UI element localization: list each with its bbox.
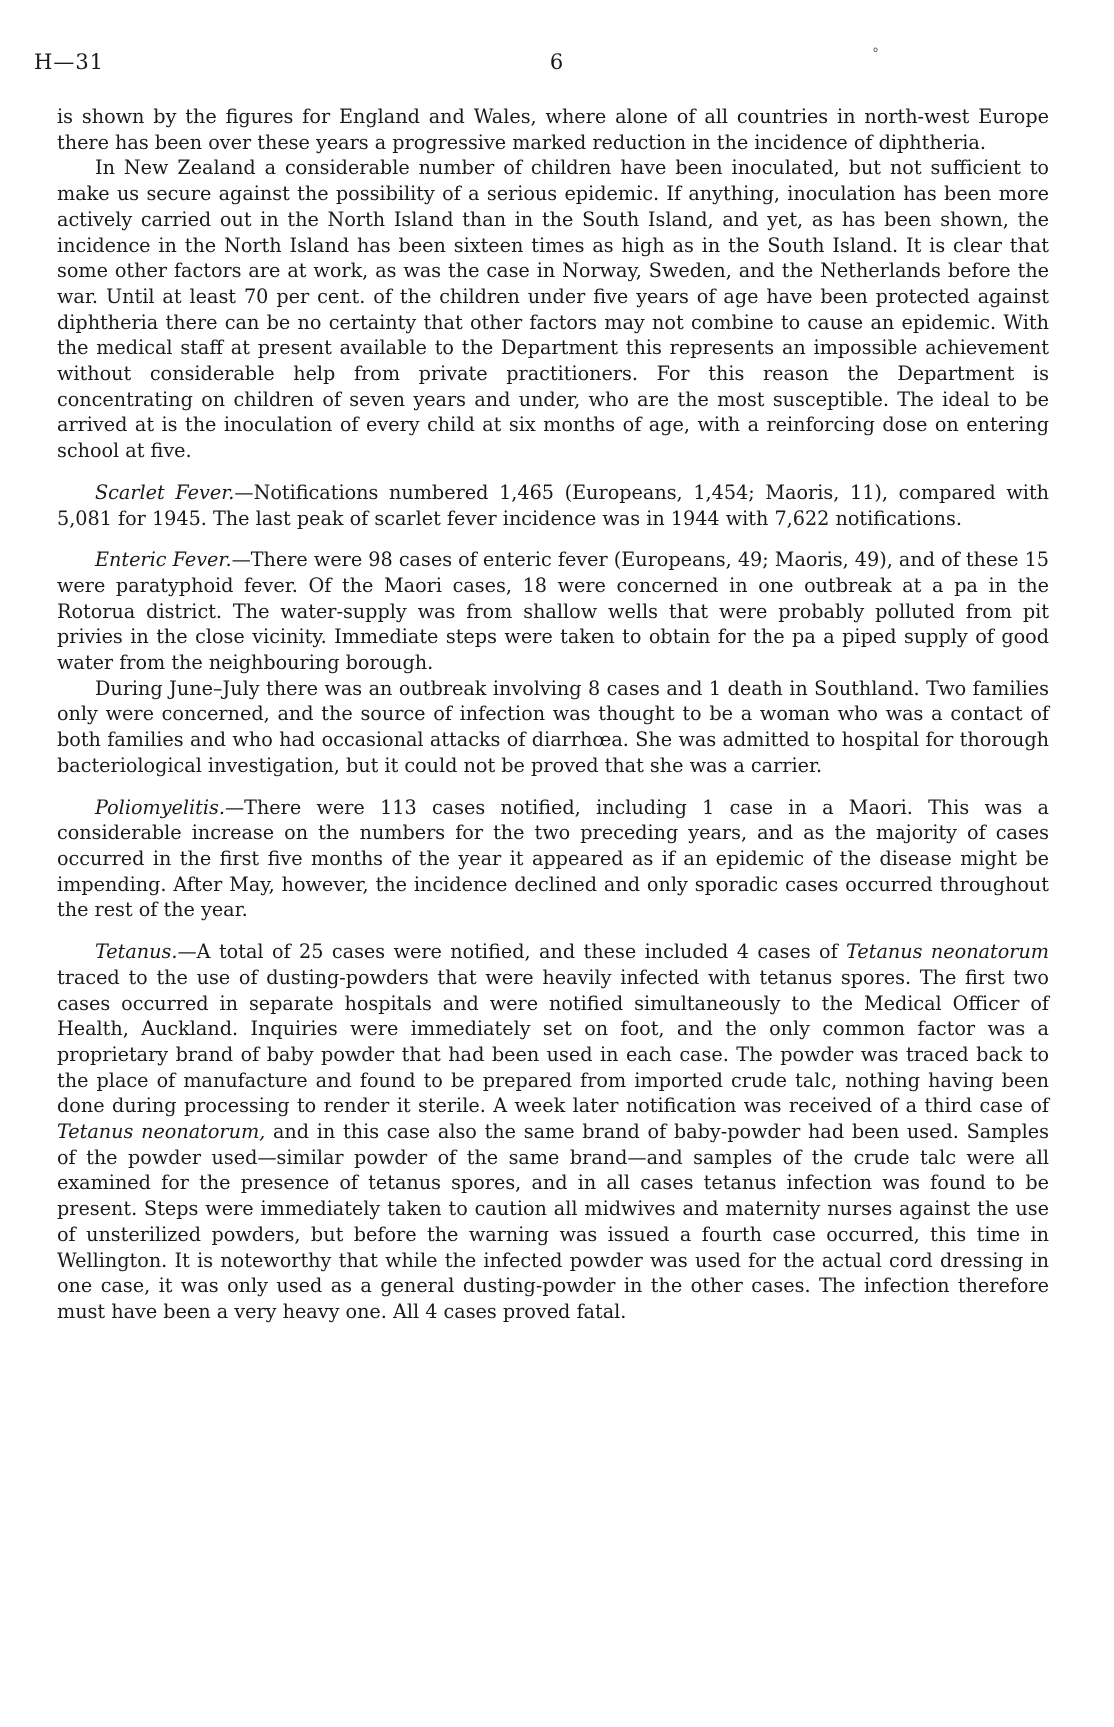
paragraph-enteric-fever: [57, 547, 1049, 676]
paragraph-poliomyelitis: [57, 795, 1049, 924]
paragraph-text: traced to the use of dusting-powders that were heavily infected with tetanus spores. The first two cases occurred in separate hospitals and were notified simultaneously to the Medical Officer of Health, Auckland. Inquiries were immediately set on foot, and the only common factor was a proprietary brand of baby powder that had been used in each case. The powder was traced back to the place of manufacture and found to be prepared from imported crude talc, nothing having been done during processing to render it sterile. A week later notification was received of a third case of: [57, 965, 1049, 1118]
report-reference: H—31: [34, 50, 105, 74]
page-number: 6: [549, 50, 565, 74]
paragraph-text: —A total of 25 cases were notified, and these included 4 cases of: [177, 940, 847, 964]
section-heading-scarlet-fever: Scarlet Fever.: [95, 480, 235, 504]
paragraph-text: —There were 113 cases notified, including 1 case in a Maori. This was a considerable increase on the numbers for the two preceding years, and as the majority of cases occurred in the first five months of the year it appeared as if an epidemic of the disease might be impending. After May, however, the incidence declined and only sporadic cases occurred throughout the rest of the year.: [57, 795, 1049, 922]
paragraph-scarlet-fever: [57, 480, 1049, 531]
page-header: [34, 46, 1080, 80]
paragraph-southland-outbreak: During June–July there was an outbreak involving 8 cases and 1 death in Southland. Two families only were concerned, and the source of infection was thought to be a woman who was a contact of both families and who had occasional attacks of diarrhœa. She was admitted to hospital for thorough bacteriological investigation, but it could not be proved that she was a carrier.: [57, 676, 1049, 777]
paragraph-text: —There were 98 cases of enteric fever (Europeans, 49; Maoris, 49), and of these 15 were paratyphoid fever. Of the Maori cases, 18 were concerned in one outbreak at a pa in the Rotorua district. The water-supply was from shallow wells that were probably polluted from pit privies in the close vicinity. Immediate steps were taken to obtain for the pa a piped supply of good water from the neighbouring borough.: [57, 548, 1049, 675]
paragraph-diphtheria-continued: is shown by the figures for England and Wales, where alone of all countries in north-west Europe there has been over these years a progressive marked reduction in the incidence of diphtheria.: [57, 105, 1049, 154]
section-heading-enteric-fever: Enteric Fever.: [95, 548, 232, 572]
paragraph-tetanus: [57, 939, 1049, 1325]
stray-mark: °: [872, 46, 880, 62]
paragraph-text: and in this case also the same brand of baby-powder had been used. Samples of the powder used—similar powder of the same brand—and samples of the crude talc were all examined for the presence of tetanus spores, and in all cases tetanus infection was found to be present. Steps were immediately taken to caution all midwives and maternity nurses against the use of unsterilized powders, but before the warning was issued a fourth case occurred, this time in Wellington. It is noteworthy that while the infected powder was used for the actual cord dressing in one case, it was only used as a general dusting-powder in the other cases. The infection therefore must have been a very heavy one. All 4 cases proved fatal.: [57, 1120, 1049, 1323]
section-heading-poliomyelitis: Poliomyelitis.: [95, 795, 225, 819]
section-heading-tetanus: Tetanus.: [95, 940, 178, 964]
body-text: [57, 104, 1049, 1325]
paragraph-new-zealand-inoculation: In New Zealand a considerable number of children have been inoculated, but not sufficient to make us secure against the possibility of a serious epidemic. If anything, inoculation has been more actively carried out in the North Island than in the South Island, and yet, as has been shown, the incidence in the North Island has been sixteen times as high as in the South Island. It is clear that some other factors are at work, as was the case in Norway, Sweden, and the Netherlands before the war. Until at least 70 per cent. of the children under five years of age have been protected against diphtheria there can be no certainty that other factors may not combine to cause an epidemic. With the medical staff at present available to the Department this represents an impossible achievement without considerable help from private practitioners. For this reason the Department is concentrating on children of seven years and under, who are the most susceptible. The ideal to be arrived at is the inoculation of every child at six months of age, with a reinforcing dose on entering school at five.: [57, 156, 1049, 463]
italic-term: Tetanus neonatorum,: [57, 1120, 266, 1144]
italic-term: Tetanus neonatorum: [846, 940, 1049, 964]
paragraph-text: —Notifications numbered 1,465 (Europeans, 1,454; Maoris, 11), compared with 5,081 for 1945. The last peak of scarlet fever incidence was in 1944 with 7,622 notifications.: [57, 480, 1050, 530]
